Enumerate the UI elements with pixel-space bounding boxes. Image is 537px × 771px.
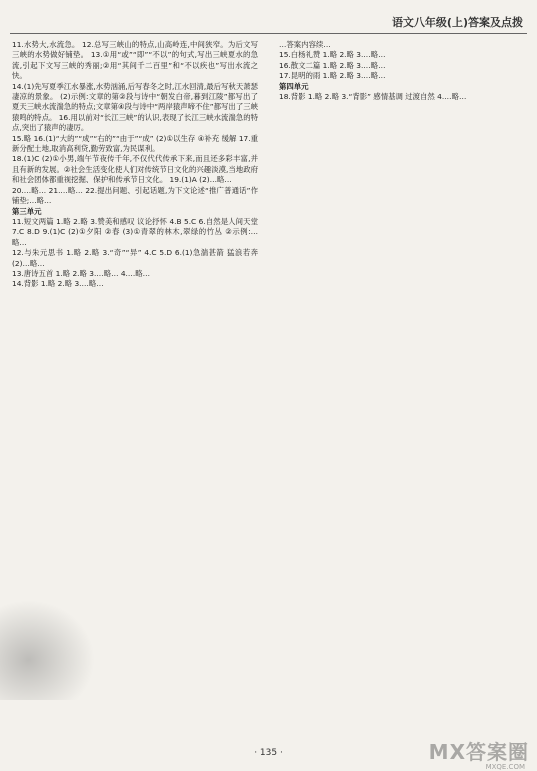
answer-paragraph: 17.昆明的雨 1.略 2.略 3.…略…: [279, 71, 386, 81]
answer-paragraph: 第三单元: [12, 206, 42, 216]
answer-paragraph: 18.背影 1.略 2.略 3.“背影” 感情基调 过渡自然 4.…略…: [279, 92, 467, 102]
answer-paragraph: 20.…略… 21.…略… 22.提出问题、引起话题,为下文论述“推广普通话”作铺垫;…略…: [12, 185, 258, 206]
answer-paragraph: 13.唐诗五首 1.略 2.略 3.…略… 4.…略…: [12, 268, 151, 278]
answer-paragraph: 18.(1)C (2)①小男,端午节夜传千年,不仅代代传承下来,而且还多彩丰富,并且有新的发展。②社会生活变化使人们对传统节日文化的兴趣淡漠,当地政府和社会团体都重视挖掘、保护和传承节日文化。 19.(1)A (2)…略…: [12, 154, 258, 185]
answer-paragraph: 12.与朱元思书 1.略 2.略 3.“奇”“异” 4.C 5.D 6.(1)急湍甚箭 猛浪若奔 (2)…略…: [12, 248, 258, 268]
answer-paragraph: 11.水势大,水流急。 12.总写三峡山的特点,山高岭连,中间狭窄。为后文写三峡的水势做好铺垫。 13.①用“或”“即”“不以”的句式,写出三峡夏水的急流,引起下文写三峡的秀丽;②用“其间千二百里”和“不以疾也”写出水流之快。: [12, 40, 258, 81]
answer-paragraph: 14.背影 1.略 2.略 3.…略…: [12, 279, 104, 289]
answer-paragraph: …答案内容续…: [279, 40, 331, 49]
header-title: 语文八年级(上)答案及点拨: [391, 16, 523, 29]
answer-paragraph: 11.短文两篇 1.略 2.略 3.赞美和感叹 议论抒怀 4.B 5.C 6.自然是人间天堂 7.C 8.D 9.(1)C (2)①夕阳 ②春 (3)①青翠的林木,翠绿的竹丛 ②示例:…略…: [12, 216, 258, 247]
answer-paragraph: 14.(1)先写夏季江水暴涨,水势汹涌,后写春冬之时,江水回清,最后写秋天萧瑟凄凉的景象。 (2)示例:文章的第②段与诗中“朝发白帝,暮到江陵”都写出了夏天三峡水流湍急的特点;文章第④段与诗中“两岸猿声啼不住”都写出了三峡猿鸣的特点。 16.用以前对“长江三峡”的认识,表现了长江三峡水流湍急的特点,突出了猿声的凄厉。: [12, 81, 258, 133]
answer-paragraph: 16.散文二篇 1.略 2.略 3.…略…: [279, 60, 386, 70]
answer-column-right: [279, 40, 525, 740]
answer-paragraph: 15.白杨礼赞 1.略 2.略 3.…略…: [279, 50, 386, 60]
answer-paragraph: 第四单元: [279, 81, 309, 91]
header-rule: [10, 33, 527, 34]
scan-shadow: [0, 600, 95, 700]
watermark-logo: MX答案圈: [428, 740, 529, 764]
answer-paragraph: 15.略 16.(1)“大的”“成”“右的”“由于”“成” (2)①以生存 ④补充 缓解 17.重新分配土地,取消高利贷,勤劳致富,为民谋利。: [12, 133, 258, 154]
page-number: · 135 ·: [254, 748, 283, 758]
watermark-url: MXQE.COM: [485, 763, 525, 771]
